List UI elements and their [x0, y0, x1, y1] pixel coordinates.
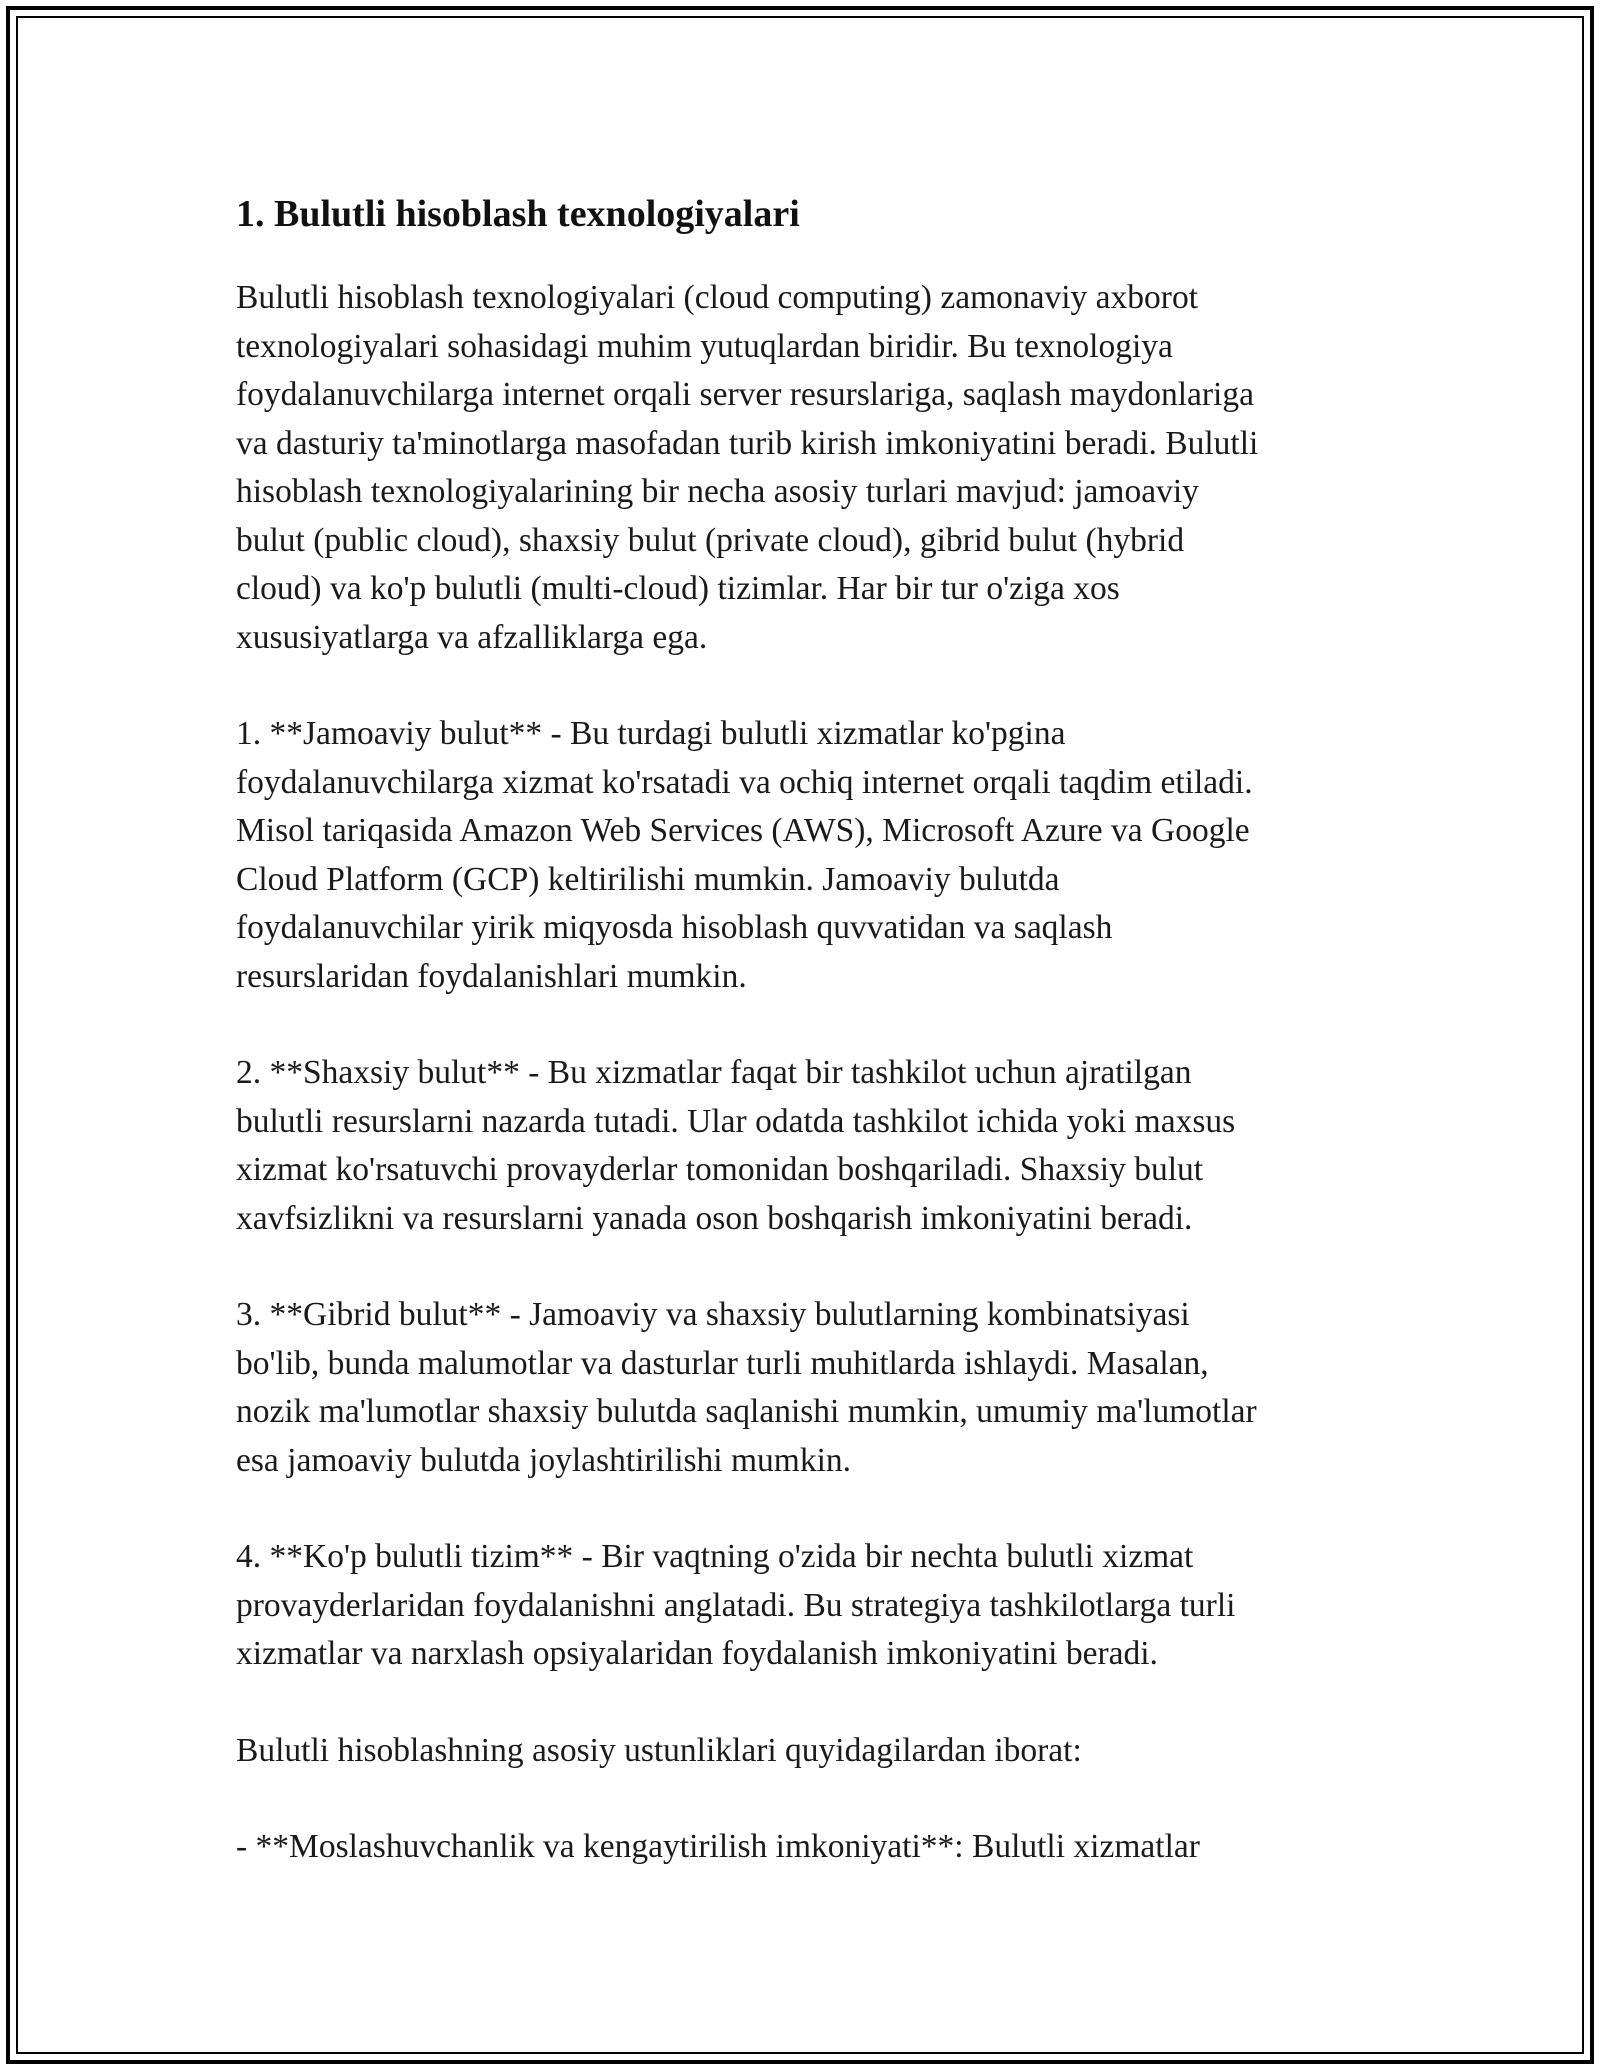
section-heading: 1. Bulutli hisoblash texnologiyalari	[236, 193, 800, 235]
public-cloud-paragraph: 1. **Jamoaviy bulut** - Bu turdagi bulutli xizmatlar ko'pgina foydalanuvchilarga xizmat ko'rsatadi va ochiq internet orqali taqdim etiladi. Misol tariqasida Amazon Web Services (AWS), Microsoft Azure va Google Cloud Platform (GCP) keltirilishi mumkin. Jamoaviy bulutda foydalanuvchilar yirik miqyosda hisoblash quvvatidan va saqlash resurslaridan foydalanishlari mumkin.	[236, 715, 1253, 995]
document-body	[236, 190, 1361, 1872]
hybrid-cloud-paragraph: 3. **Gibrid bulut** - Jamoaviy va shaxsiy bulutlarning kombinatsiyasi bo'lib, bunda malumotlar va dasturlar turli muhitlarda ishlaydi. Masalan, nozik ma'lumotlar shaxsiy bulutda saqlanishi mumkin, umumiy ma'lumotlar esa jamoaviy bulutda joylashtirilishi mumkin.	[236, 1296, 1257, 1479]
multi-cloud-paragraph: 4. **Ko'p bulutli tizim** - Bir vaqtning o'zida bir nechta bulutli xizmat provayderlaridan foydalanishni anglatadi. Bu strategiya tashkilotlarga turli xizmatlar va narxlash opsiyalaridan foydalanish imkoniyatini beradi.	[236, 1538, 1236, 1672]
private-cloud-paragraph: 2. **Shaxsiy bulut** - Bu xizmatlar faqat bir tashkilot uchun ajratilgan bulutli resurslarni nazarda tutadi. Ular odatda tashkilot ichida yoki maxsus xizmat ko'rsatuvchi provayderlar tomonidan boshqariladi. Shaxsiy bulut xavfsizlikni va resurslarni yanada oson boshqarish imkoniyatini beradi.	[236, 1054, 1236, 1237]
intro-paragraph: Bulutli hisoblash texnologiyalari (cloud computing) zamonaviy axborot texnologiyalari sohasidagi muhim yutuqlardan biridir. Bu texnologiya foydalanuvchilarga internet orqali server resurslariga, saqlash maydonlariga va dasturiy ta'minotlarga masofadan turib kirish imkoniyatini beradi. Bulutli hisoblash texnologiyalarining bir necha asosiy turlari mavjud: jamoaviy bulut (public cloud), shaxsiy bulut (private cloud), gibrid bulut (hybrid cloud) va ko'p bulutli (multi-cloud) tizimlar. Har bir tur o'ziga xos xususiyatlarga va afzalliklarga ega.	[236, 279, 1259, 656]
advantages-intro-paragraph: Bulutli hisoblashning asosiy ustunliklari quyidagilardan iborat:	[236, 1731, 1082, 1769]
advantages-list-item: - **Moslashuvchanlik va kengaytirilish imkoniyati**: Bulutli xizmatlar	[236, 1828, 1200, 1865]
